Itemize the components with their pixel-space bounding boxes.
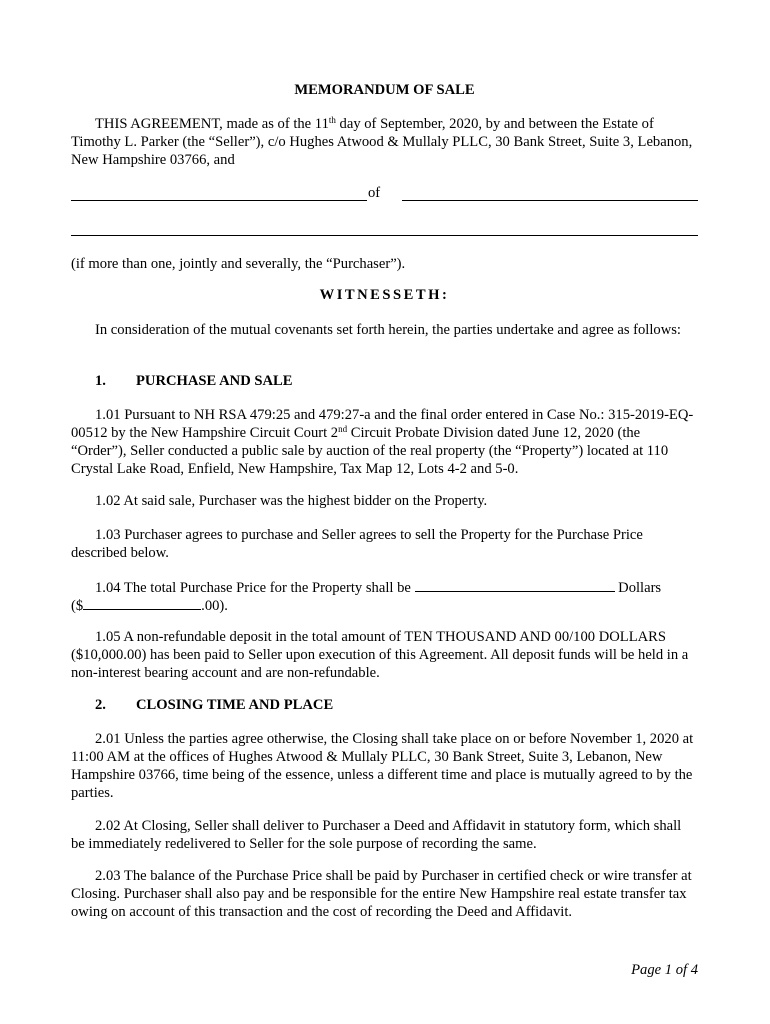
witnesseth-heading: WITNESSETH: [319, 287, 450, 303]
section-2-heading: 2. CLOSING TIME AND PLACE [95, 697, 334, 713]
of-label: of [368, 185, 381, 201]
purchaser-name-line[interactable] [71, 200, 367, 201]
intro-paragraph: THIS AGREEMENT, made as of the 11th day of September, 2020, by and between the Estate of Timothy L. Parker (the “Seller”), c/o Hughes Atwood & Mullaly PLLC, 30 Bank Street, Suite 3, Lebanon, New Hampshire 03766, and [71, 115, 693, 168]
paragraph-2-01: 2.01 Unless the parties agree otherwise, the Closing shall take place on or before November 1, 2020 at 11:00 AM at the offices of Hughes Atwood & Mullaly PLLC, 30 Bank Street, Suite 3, Lebanon, New Hampshire 03766, time being of the essence, unless a different time and place is mutually agreed to by the parties. [71, 731, 694, 801]
consideration-paragraph: In consideration of the mutual covenants set forth herein, the parties undertake and agree as follows: [95, 322, 681, 338]
paragraph-2-03: 2.03 The balance of the Purchase Price shall be paid by Purchaser in certified check or wire transfer at Closing. Purchaser shall also pay and be responsible for the entire New Hampshire real estate transfer tax owing on account of this transaction and the cost of recording the Deed and Affidavit. [71, 868, 692, 920]
purchase-price-amount-blank[interactable] [83, 595, 201, 610]
document-title: MEMORANDUM OF SALE [294, 82, 475, 98]
purchaser-address-line-2[interactable] [71, 235, 698, 236]
paragraph-1-05: 1.05 A non-refundable deposit in the total amount of TEN THOUSAND AND 00/100 DOLLARS ($10,000.00) has been paid to Seller upon execution of this Agreement. All deposit funds will be held in a non-interest bearing account and are non-refundable. [71, 629, 689, 681]
purchase-price-words-blank[interactable] [415, 577, 615, 592]
purchaser-address-line[interactable] [402, 200, 698, 201]
purchaser-clause: (if more than one, jointly and severally, the “Purchaser”). [71, 256, 406, 272]
paragraph-1-03: 1.03 Purchaser agrees to purchase and Seller agrees to sell the Property for the Purchase Price described below. [71, 527, 643, 561]
paragraph-2-02: 2.02 At Closing, Seller shall deliver to Purchaser a Deed and Affidavit in statutory form, which shall be immediately redelivered to Seller for the sole purpose of recording the same. [71, 818, 682, 852]
paragraph-1-02: 1.02 At said sale, Purchaser was the highest bidder on the Property. [95, 493, 488, 509]
paragraph-1-01: 1.01 Pursuant to NH RSA 479:25 and 479:27-a and the final order entered in Case No.: 315-2019-EQ-00512 by the New Hampshire Circuit Court 2nd Circuit Probate Division dated June 12, 2020 (the “Order”), Seller conducted a public sale by auction of the real property (the “Property”) located at 110 Crystal Lake Road, Enfield, New Hampshire, Tax Map 12, Lots 4-2 and 5-0. [71, 407, 694, 477]
section-1-heading: 1. PURCHASE AND SALE [95, 373, 293, 389]
paragraph-1-04-amount: ($ .00). [71, 595, 698, 615]
paragraph-1-04: 1.04 The total Purchase Price for the Property shall be Dollars [71, 577, 698, 597]
page-number: Page 1 of 4 [631, 962, 698, 978]
